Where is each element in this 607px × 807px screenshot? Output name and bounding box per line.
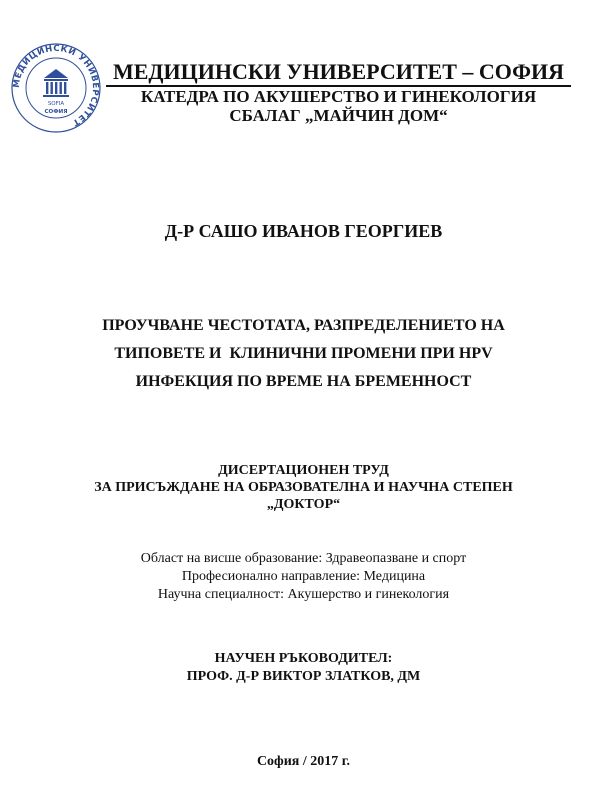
- logo-inner-text-sofia: SOFIA: [47, 101, 65, 107]
- university-name: МЕДИЦИНСКИ УНИВЕРСИТЕТ – СОФИЯ: [106, 60, 571, 87]
- thesis-title-line: ТИПОВЕТЕ И КЛИНИЧНИ ПРОМЕНИ ПРИ HPV: [114, 345, 493, 362]
- supervisor-label: НАУЧЕН РЪКОВОДИТЕЛ:: [214, 651, 393, 666]
- dissertation-line: „ДОКТОР“: [266, 497, 341, 512]
- field-area: Област на висше образование: Здравеопазване и спорт: [140, 551, 467, 566]
- thesis-title: [40, 312, 567, 396]
- medical-university-sofia-seal-icon: [10, 42, 102, 134]
- field-info: [20, 550, 587, 604]
- place-year: София / 2017 г.: [256, 754, 351, 769]
- supervisor-block: [20, 650, 587, 686]
- thesis-title-line: ИНФЕКЦИЯ ПО ВРЕМЕ НА БРЕМЕННОСТ: [135, 373, 472, 390]
- field-specialty: Научна специалност: Акушерство и гинекология: [157, 587, 450, 602]
- logo-inner-text-sofia-bg: СОФИЯ: [44, 109, 68, 115]
- dissertation-line: ДИСЕРТАЦИОНЕН ТРУД: [218, 463, 389, 478]
- thesis-title-line: ПРОУЧВАНЕ ЧЕСТОТАТА, РАЗПРЕДЕЛЕНИЕТО НА: [102, 317, 505, 334]
- dissertation-line: ЗА ПРИСЪЖДАНЕ НА ОБРАЗОВАТЕЛНА И НАУЧНА СТЕПЕН: [94, 480, 513, 495]
- hospital-name: СБАЛАГ „МАЙЧИН ДОМ“: [229, 106, 448, 125]
- logo-ring-text: МЕДИЦИНСКИ УНИВЕРСИТЕТ: [11, 43, 101, 128]
- supervisor-name: ПРОФ. Д-Р ВИКТОР ЗЛАТКОВ, ДМ: [186, 669, 421, 684]
- dissertation-block: [20, 462, 587, 513]
- author-name: Д-Р САШО ИВАНОВ ГЕОРГИЕВ: [164, 221, 443, 241]
- field-direction: Професионално направление: Медицина: [181, 569, 426, 584]
- department-name: КАТЕДРА ПО АКУШЕРСТВО И ГИНЕКОЛОГИЯ: [140, 87, 537, 106]
